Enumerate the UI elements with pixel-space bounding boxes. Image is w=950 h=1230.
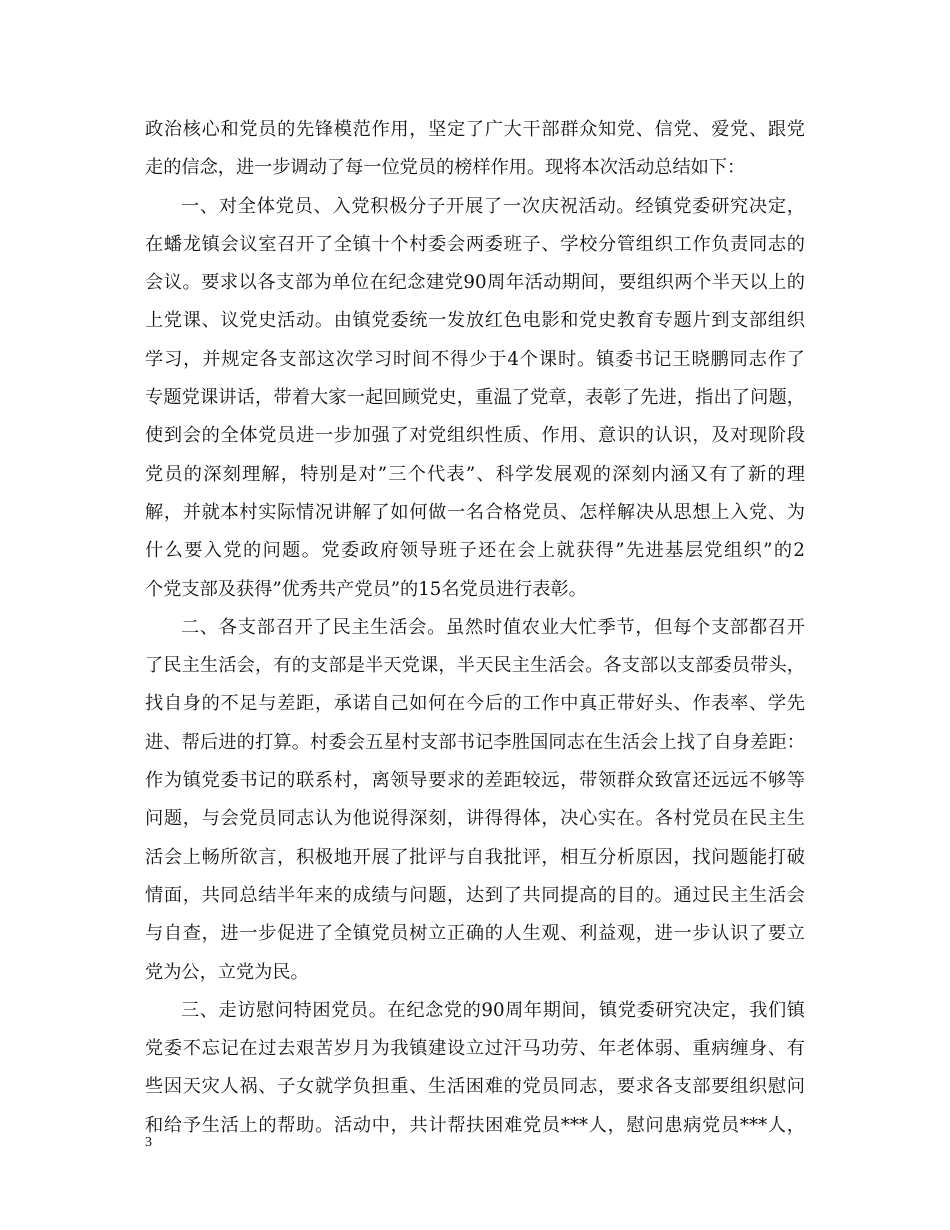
text-line: 作为镇党委书记的联系村，离领导要求的差距较远，带领群众致富还远远不够等 xyxy=(145,770,805,792)
text-line: 学习，并规定各支部这次学习时间不得少于4个课时。镇委书记王晓鹏同志作了 xyxy=(145,348,805,370)
paragraph xyxy=(145,992,805,1145)
text-line: 解，并就本村实际情况讲解了如何做一名合格党员、怎样解决从思想上入党、为 xyxy=(145,501,805,523)
page-number: 3 xyxy=(145,1135,152,1150)
text-line: 活会上畅所欲言，积极地开展了批评与自我批评，相互分析原因，找问题能打破 xyxy=(145,846,805,868)
text-line: 走的信念，进一步调动了每一位党员的榜样作用。现将本次活动总结如下： xyxy=(145,157,746,179)
text-line: 与自查，进一步促进了全镇党员树立正确的人生观、利益观，进一步认识了要立 xyxy=(145,923,805,945)
text-line: 找自身的不足与差距，承诺自己如何在今后的工作中真正带好头、作表率、学先 xyxy=(145,693,805,715)
paragraph xyxy=(145,188,805,609)
text-line: 政治核心和党员的先锋模范作用，坚定了广大干部群众知党、信党、爱党、跟党 xyxy=(145,119,805,140)
document-body xyxy=(145,111,805,1145)
paragraph xyxy=(145,111,805,188)
text-line: 一、对全体党员、入党积极分子开展了一次庆祝活动。经镇党委研究决定， xyxy=(181,195,805,217)
text-line: 个党支部及获得”优秀共产党员”的15名党员进行表彰。 xyxy=(145,578,587,600)
text-line: 什么要入党的问题。党委政府领导班子还在会上就获得”先进基层党组织”的2 xyxy=(145,540,805,562)
text-line: 会议。要求以各支部为单位在纪念建党90周年活动期间，要组织两个半天以上的 xyxy=(145,272,805,294)
text-line: 了民主生活会，有的支部是半天党课，半天民主生活会。各支部以支部委员带头， xyxy=(145,655,805,677)
text-line: 党委不忘记在过去艰苦岁月为我镇建设立过汗马功劳、年老体弱、重病缠身、有 xyxy=(145,1038,805,1060)
text-line: 在蟠龙镇会议室召开了全镇十个村委会两委班子、学校分管组织工作负责同志的 xyxy=(145,233,805,255)
text-line: 问题，与会党员同志认为他说得深刻，讲得得体，决心实在。各村党员在民主生 xyxy=(145,808,805,830)
paragraph xyxy=(145,609,805,992)
text-line: 二、各支部召开了民主生活会。虽然时值农业大忙季节，但每个支部都召开 xyxy=(181,616,805,638)
text-line: 些因天灾人祸、子女就学负担重、生活困难的党员同志，要求各支部要组织慰问 xyxy=(145,1076,805,1098)
text-line: 党员的深刻理解，特别是对”三个代表”、科学发展观的深刻内涵又有了新的理 xyxy=(145,463,805,485)
text-line: 专题党课讲话，带着大家一起回顾党史，重温了党章，表彰了先进，指出了问题， xyxy=(145,387,805,409)
text-line: 情面，共同总结半年来的成绩与问题，达到了共同提高的目的。通过民主生活会 xyxy=(145,884,805,906)
text-line: 使到会的全体党员进一步加强了对党组织性质、作用、意识的认识，及对现阶段 xyxy=(145,425,805,447)
text-line: 党为公，立党为民。 xyxy=(145,961,309,983)
text-line: 三、走访慰问特困党员。在纪念党的90周年期间，镇党委研究决定，我们镇 xyxy=(181,999,805,1021)
text-line: 进、帮后进的打算。村委会五星村支部书记李胜国同志在生活会上找了自身差距： xyxy=(145,731,805,753)
text-line: 和给予生活上的帮助。活动中，共计帮扶困难党员***人，慰问患病党员***人， xyxy=(145,1114,805,1136)
text-line: 上党课、议党史活动。由镇党委统一发放红色电影和党史教育专题片到支部组织 xyxy=(145,310,805,332)
